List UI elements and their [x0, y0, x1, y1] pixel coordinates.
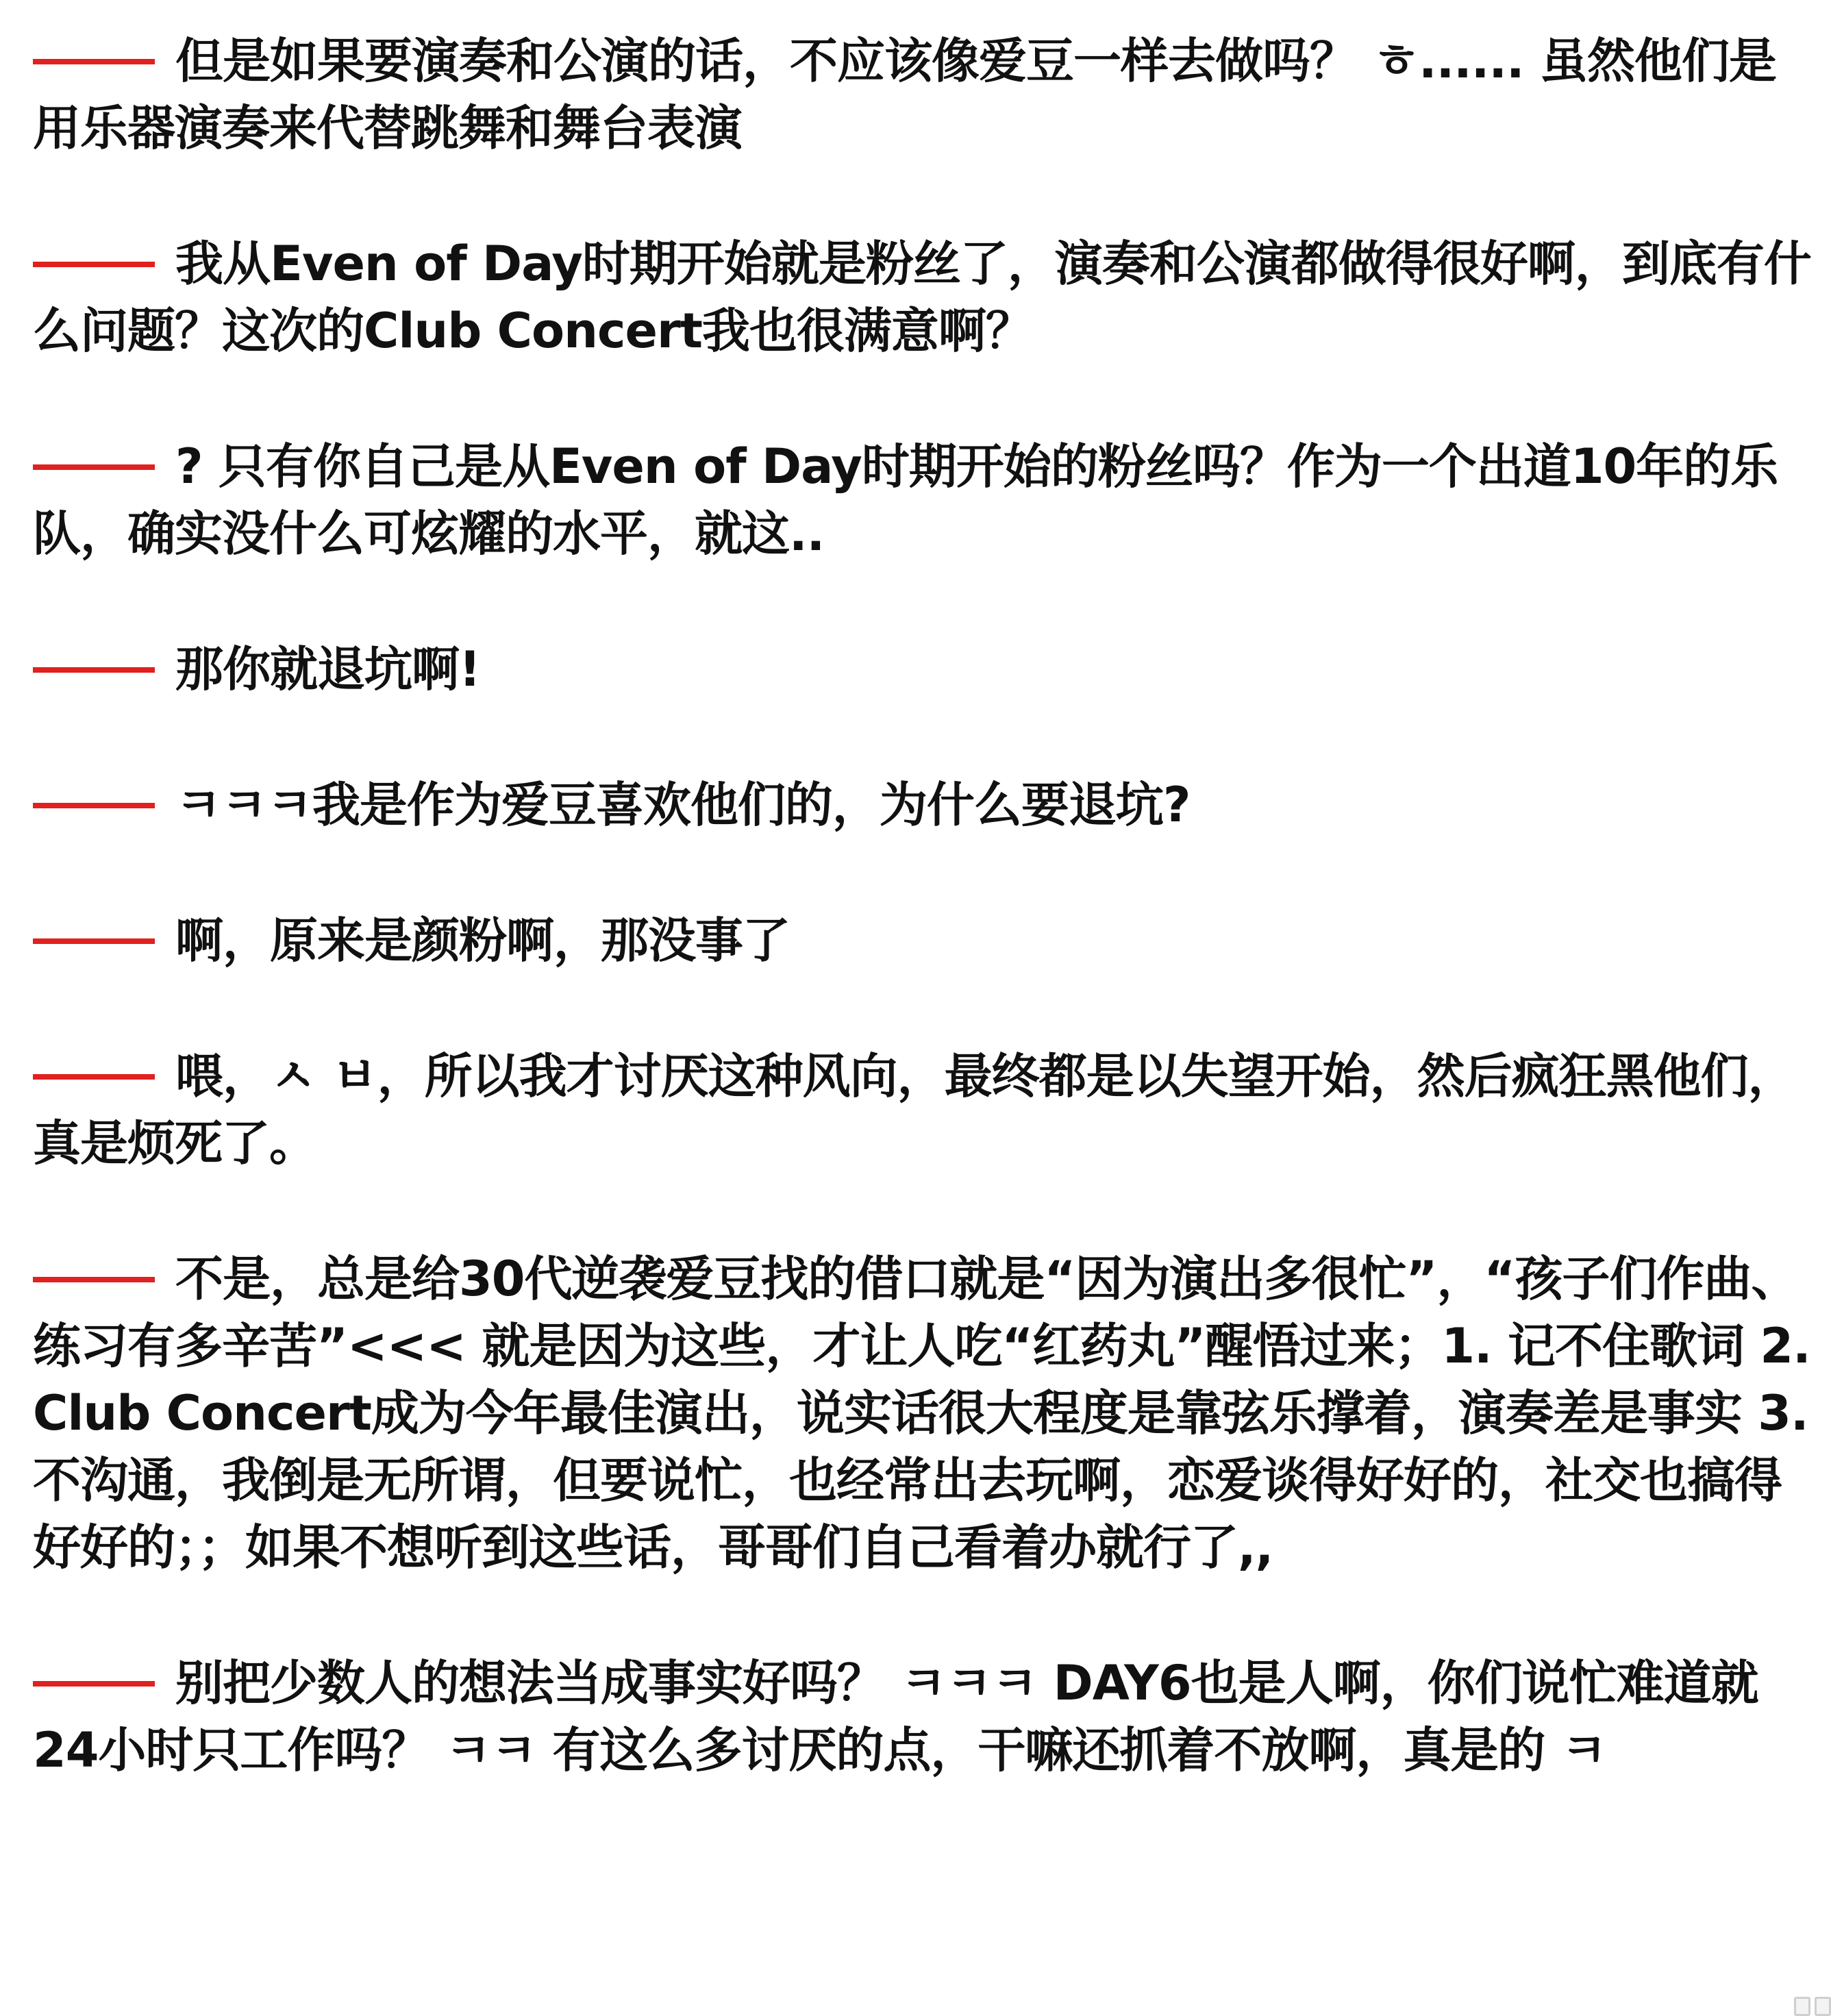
- comment-7: [33, 1043, 1814, 1177]
- comment-dash-marker: [33, 938, 155, 944]
- comment-text: 我从Even of Day时期开始就是粉丝了，演奏和公演都做得很好啊，到底有什么问题？这次的Club Concert我也很满意啊？: [33, 236, 1811, 359]
- comment-dash-marker: [33, 59, 155, 64]
- watermark-square-icon: [1815, 1997, 1831, 2016]
- comment-text: 喂，ㅅ ㅂ，所以我才讨厌这种风向，最终都是以失望开始，然后疯狂黑他们，真是烦死了。: [33, 1048, 1795, 1171]
- comment-dash-marker: [33, 1074, 155, 1080]
- comment-6: [33, 907, 1814, 974]
- comment-8: [33, 1245, 1814, 1581]
- corner-watermark: [1782, 1984, 1831, 2016]
- comment-dash-marker: [33, 1681, 155, 1687]
- comment-2: [33, 230, 1814, 364]
- comment-thread: [33, 27, 1814, 1852]
- comment-4: [33, 636, 1814, 703]
- comment-text: 啊，原来是颜粉啊，那没事了: [175, 912, 790, 969]
- comment-5: [33, 771, 1814, 838]
- comment-1: [33, 27, 1814, 162]
- comment-9: [33, 1650, 1814, 1784]
- comment-dash-marker: [33, 464, 155, 470]
- comment-text: ? 只有你自己是从Even of Day时期开始的粉丝吗？作为一个出道10年的乐队，确实没什么可炫耀的水平，就这..: [33, 438, 1778, 562]
- comment-dash-marker: [33, 803, 155, 808]
- comment-dash-marker: [33, 262, 155, 267]
- comment-dash-marker: [33, 667, 155, 673]
- comment-text: 别把少数人的想法当成事实好吗？ ㅋㅋㅋ DAY6也是人啊，你们说忙难道就24小时只工作吗？ ㅋㅋ 有这么多讨厌的点，干嘛还抓着不放啊，真是的 ㅋ: [33, 1655, 1758, 1778]
- comment-text: 不是，总是给30代逆袭爱豆找的借口就是“因为演出多很忙”，“孩子们作曲、练习有多辛苦”<<< 就是因为这些，才让人吃“红药丸”醒悟过来；1. 记不住歌词 2. Club Concert成为今年最佳演出，说实话很大程度是靠弦乐撑着，演奏差是事实 3. 不沟通，我倒是无所谓，但要说忙，也经常出去玩啊，恋爱谈得好好的，社交也搞得好好的；；如果不想听到这些话，哥哥们自己看着办就行了,,: [33, 1251, 1810, 1576]
- watermark-square-icon: [1794, 1997, 1810, 2016]
- comment-text: 但是如果要演奏和公演的话，不应该像爱豆一样去做吗？ ㅎ...... 虽然他们是用乐器演奏来代替跳舞和舞台表演: [33, 33, 1776, 156]
- comment-dash-marker: [33, 1277, 155, 1282]
- comment-text: 那你就退坑啊!: [175, 641, 480, 697]
- comment-3: [33, 433, 1814, 567]
- comment-text: ㅋㅋㅋ我是作为爱豆喜欢他们的，为什么要退坑?: [175, 777, 1191, 833]
